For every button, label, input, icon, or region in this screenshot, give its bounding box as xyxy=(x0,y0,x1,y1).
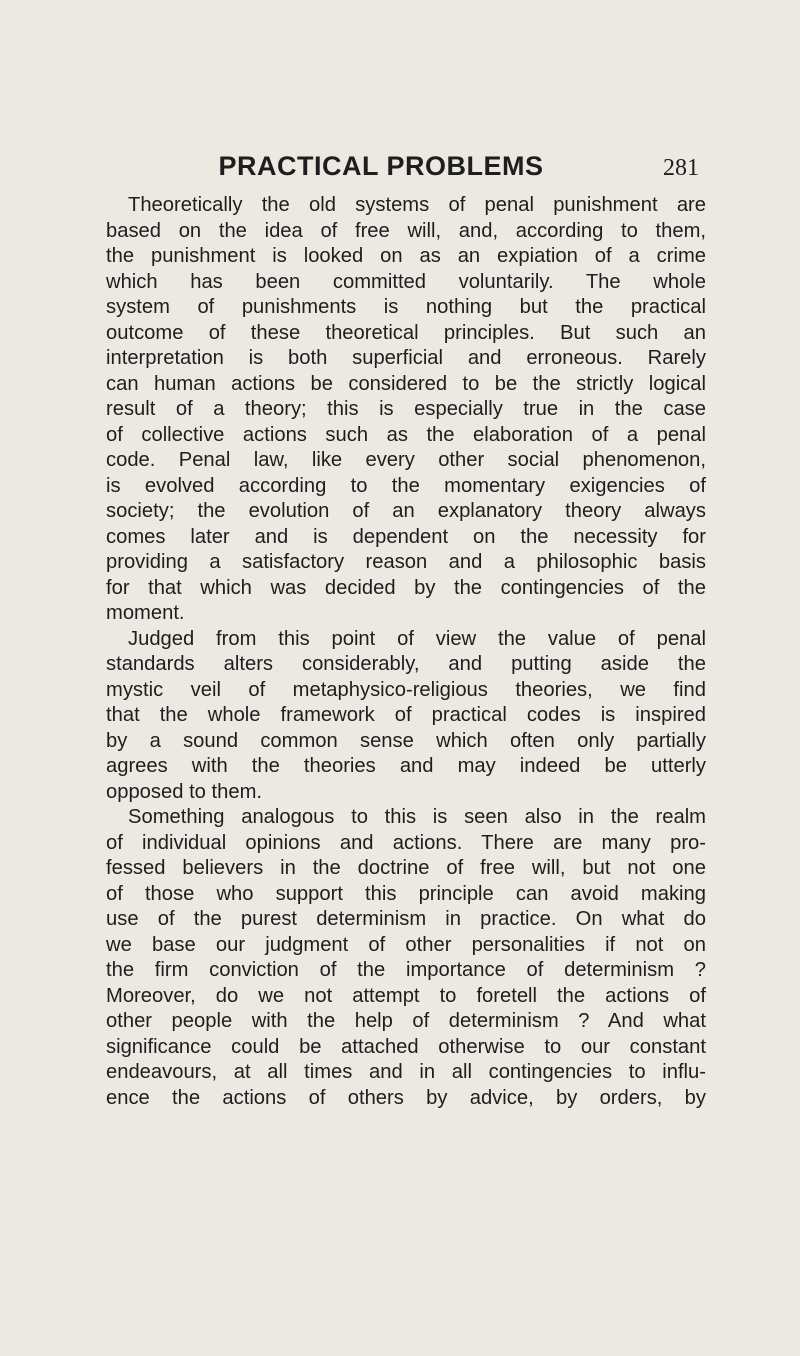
text-line: interpretation is both superficial and erroneous. Rarely xyxy=(106,347,706,369)
running-head-title: PRACTICAL PROBLEMS xyxy=(218,151,544,181)
text-line: providing a satisfactory reason and a philosophic basis xyxy=(106,551,706,573)
text-line: moment. xyxy=(106,602,185,624)
text-line: mystic veil of metaphysico-religious theories, we find xyxy=(106,678,706,701)
text-line: opposed to them. xyxy=(106,780,262,803)
text-line: comes later and is dependent on the necessity for xyxy=(106,525,706,548)
text-line: based on the idea of free will, and, according to them, xyxy=(106,219,706,242)
text-line: endeavours, at all times and in all contingencies to influ- xyxy=(106,1061,706,1083)
text-line: Moreover, do we not attempt to foretell the actions of xyxy=(106,984,706,1007)
text-line: for that which was decided by the contingencies of the xyxy=(106,576,706,599)
text-line: which has been committed voluntarily. The whole xyxy=(106,270,706,293)
text-line: agrees with the theories and may indeed be utterly xyxy=(106,755,706,777)
paragraph-3 xyxy=(106,805,706,1111)
text-line: the punishment is looked on as an expiation of a crime xyxy=(106,245,706,267)
text-line: of those who support this principle can avoid making xyxy=(106,882,706,905)
text-line: of collective actions such as the elaboration of a penal xyxy=(106,423,706,446)
running-head xyxy=(146,150,706,186)
text-line: outcome of these theoretical principles. But such an xyxy=(106,321,706,344)
paragraph-1 xyxy=(106,193,706,627)
text-line: other people with the help of determinism ? And what xyxy=(106,1010,706,1032)
text-line: that the whole framework of practical codes is inspired xyxy=(106,704,706,726)
text-line: society; the evolution of an explanatory theory always xyxy=(106,500,706,522)
text-line: Judged from this point of view the value of penal xyxy=(128,627,706,650)
paragraph-2 xyxy=(106,627,706,806)
text-line: we base our judgment of other personalities if not on xyxy=(106,933,706,956)
text-line: ence the actions of others by advice, by orders, by xyxy=(106,1086,706,1109)
text-line: significance could be attached otherwise to our constant xyxy=(106,1035,706,1058)
text-line: result of a theory; this is especially true in the case xyxy=(106,398,706,420)
page-number: 281 xyxy=(663,155,699,181)
text-line: is evolved according to the momentary exigencies of xyxy=(106,474,706,497)
body-text xyxy=(106,193,706,1111)
text-line: standards alters considerably, and putting aside the xyxy=(106,653,706,675)
text-line: Theoretically the old systems of penal punishment are xyxy=(128,194,706,216)
text-line: by a sound common sense which often only partially xyxy=(106,729,706,752)
text-line: Something analogous to this is seen also in the realm xyxy=(128,806,706,828)
text-line: can human actions be considered to be the strictly logical xyxy=(106,372,706,395)
text-line: use of the purest determinism in practice. On what do xyxy=(106,908,706,930)
text-line: fessed believers in the doctrine of free will, but not one xyxy=(106,857,706,879)
text-line: of individual opinions and actions. There are many pro- xyxy=(106,831,706,854)
text-line: the firm conviction of the importance of determinism ? xyxy=(106,959,706,981)
text-line: system of punishments is nothing but the practical xyxy=(106,296,706,318)
text-line: code. Penal law, like every other social phenomenon, xyxy=(106,449,706,471)
